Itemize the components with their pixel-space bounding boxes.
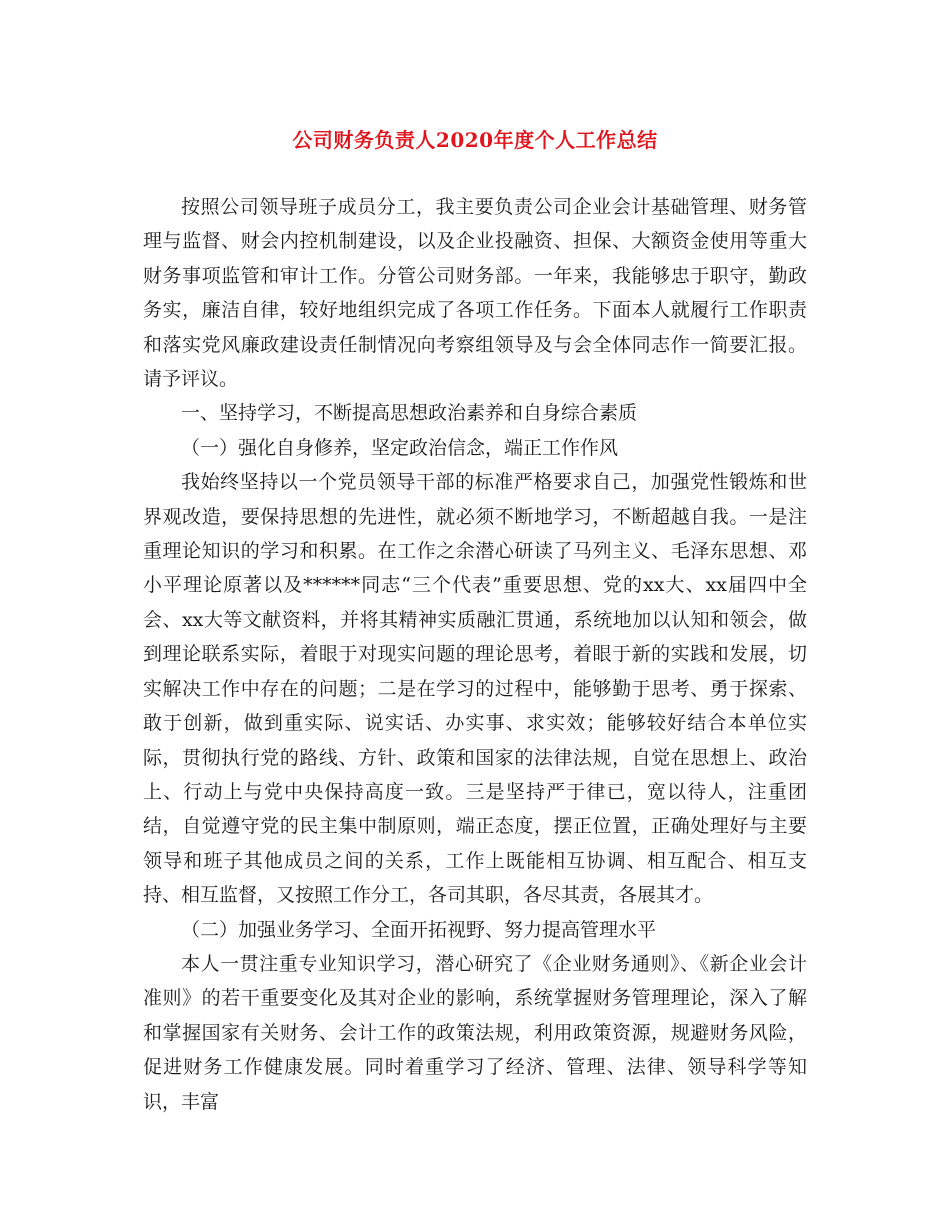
body-paragraph-2: 本人一贯注重专业知识学习，潜心研究了《企业财务通则》、《新企业会计准则》的若干重要变化及其对企业的影响，系统掌握财务管理理论，深入了解和掌握国家有关财务、会计工作的政策法规，利用政策资源，规避财务风险，促进财务工作健康发展。同时着重学习了经济、管理、法律、领导科学等知识，丰富 (143, 952, 807, 1113)
document-body (143, 190, 807, 1119)
intro-paragraph: 按照公司领导班子成员分工，我主要负责公司企业会计基础管理、财务管理与监督、财会内控机制建设，以及企业投融资、担保、大额资金使用等重大财务事项监管和审计工作。分管公司财务部。一年来，我能够忠于职守，勤政务实，廉洁自律，较好地组织完成了各项工作任务。下面本人就履行工作职责和落实党风廉政建设责任制情况向考察组领导及与会全体同志作一简要汇报。请予评议。 (143, 196, 807, 391)
subsection-heading-1: （一）强化自身修养，坚定政治信念，端正工作作风 (181, 436, 619, 459)
document-title: 公司财务负责人2020年度个人工作总结 (292, 128, 658, 152)
subsection-heading-2: （二）加强业务学习、全面开拓视野、努力提高管理水平 (181, 918, 657, 941)
body-paragraph-1: 我始终坚持以一个党员领导干部的标准严格要求自己，加强党性锻炼和世界观改造，要保持思想的先进性，就必须不断地学习，不断超越自我。一是注重理论知识的学习和积累。在工作之余潜心研读了马列主义、毛泽东思想、邓小平理论原著以及******同志“三个代表”重要思想、党的xx大、xx届四中全会、xx大等文献资料，并将其精神实质融汇贯通，系统地加以认知和领会，做到理论联系实际，着眼于对现实问题的理论思考，着眼于新的实践和发展，切实解决工作中存在的问题；二是在学习的过程中，能够勤于思考、勇于探索、敢于创新，做到重实际、说实话、办实事、求实效；能够较好结合本单位实际，贯彻执行党的路线、方针、政策和国家的法律法规，自觉在思想上、政治上、行动上与党中央保持高度一致。三是坚持严于律已，宽以待人，注重团结，自觉遵守党的民主集中制原则，端正态度，摆正位置，正确处理好与主要领导和班子其他成员之间的关系，工作上既能相互协调、相互配合、相互支持、相互监督，又按照工作分工，各司其职，各尽其责，各展其才。 (143, 471, 807, 907)
section-heading-1: 一、坚持学习，不断提高思想政治素养和自身综合素质 (181, 402, 638, 425)
